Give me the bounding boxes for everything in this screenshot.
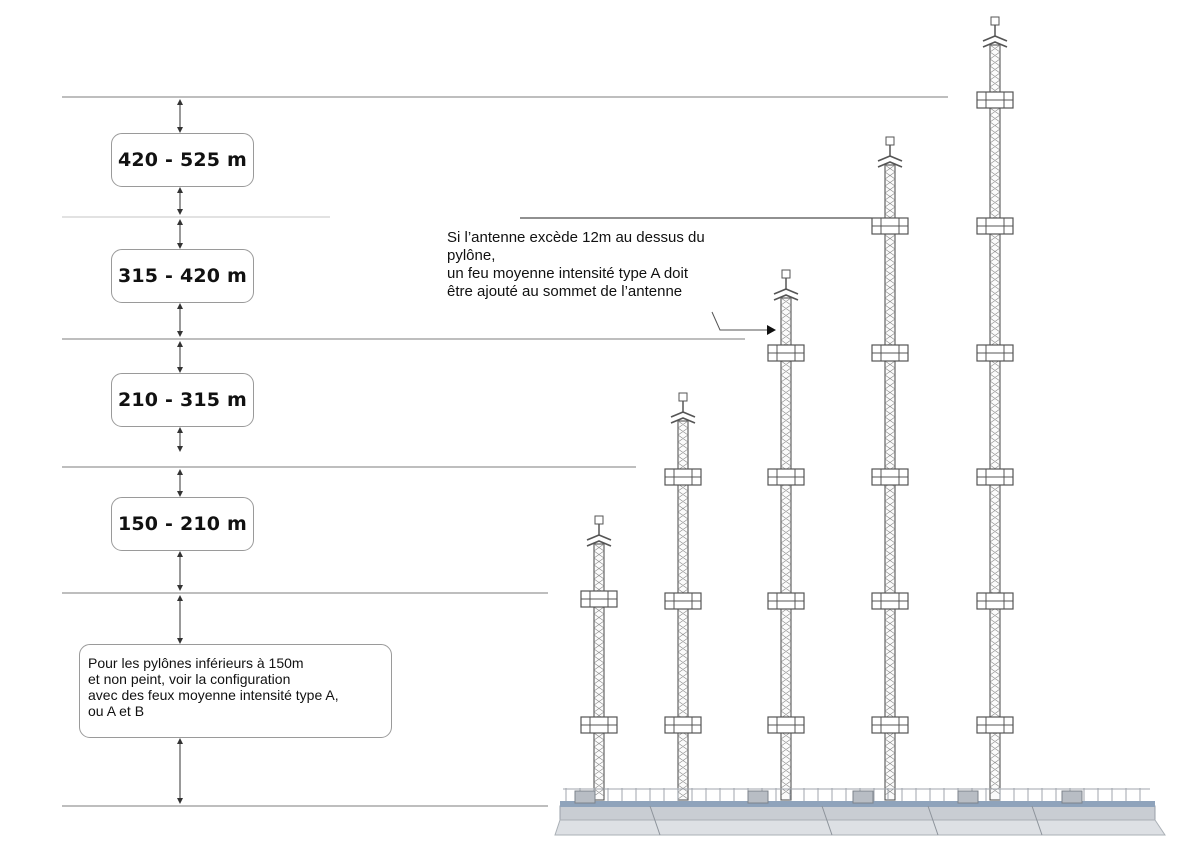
obstruction-light-platform: [977, 92, 1013, 108]
lattice-tower: [581, 516, 617, 800]
arrow-head-up: [177, 187, 183, 193]
obstruction-light-platform: [977, 717, 1013, 733]
arrow-head-up: [177, 469, 183, 475]
antenna-note-line: pylône,: [447, 247, 496, 264]
tower-tip: [679, 393, 687, 401]
low-tower-note-line: ou A et B: [88, 703, 145, 719]
height-range-label-210-315: 210 - 315 m: [111, 373, 254, 427]
low-tower-note-line: Pour les pylônes inférieurs à 150m: [88, 655, 304, 671]
obstruction-light-platform: [581, 591, 617, 607]
obstruction-light-platform: [977, 593, 1013, 609]
obstruction-light-platform: [768, 593, 804, 609]
arrow-head-up: [177, 303, 183, 309]
tower-tip: [782, 270, 790, 278]
height-range-label-420-525: 420 - 525 m: [111, 133, 254, 187]
obstruction-light-platform: [665, 469, 701, 485]
base-slab: [560, 806, 1155, 820]
arrow-head-up: [177, 341, 183, 347]
obstruction-light-platform: [872, 717, 908, 733]
arrow-head-up: [177, 219, 183, 225]
arrow-head-down: [177, 798, 183, 804]
arrow-head-down: [177, 446, 183, 452]
arrow-head-up: [177, 738, 183, 744]
obstruction-light-platform: [581, 717, 617, 733]
equipment-cabinet: [958, 791, 978, 803]
arrow-head-up: [177, 427, 183, 433]
height-range-label-150-210: 150 - 210 m: [111, 497, 254, 551]
antenna-note-line: être ajouté au sommet de l’antenne: [447, 283, 683, 300]
tower-base-platform: [555, 788, 1165, 835]
lattice-tower: [977, 17, 1013, 800]
lattice-tower: [665, 393, 701, 800]
base-footing: [555, 820, 1165, 835]
arrow-head-up: [177, 99, 183, 105]
antenna-note-line: Si l’antenne excède 12m au dessus du: [447, 229, 705, 246]
arrow-head-down: [177, 331, 183, 337]
tower-tip: [886, 137, 894, 145]
antenna-note: [447, 229, 757, 301]
equipment-cabinet: [575, 791, 595, 803]
obstruction-light-platform: [872, 218, 908, 234]
obstruction-light-platform: [872, 469, 908, 485]
antenna-note-line: un feu moyenne intensité type A doit: [447, 265, 689, 282]
equipment-cabinet: [1062, 791, 1082, 803]
height-range-label-315-420: 315 - 420 m: [111, 249, 254, 303]
low-tower-note-line: et non peint, voir la configuration: [88, 671, 291, 687]
low-tower-note: [79, 644, 392, 738]
obstruction-light-platform: [665, 717, 701, 733]
lattice-tower: [768, 270, 804, 800]
antenna-arrow: [712, 312, 776, 335]
obstruction-light-platform: [768, 717, 804, 733]
arrow-head-down: [177, 209, 183, 215]
obstruction-light-platform: [977, 469, 1013, 485]
obstruction-light-platform: [872, 593, 908, 609]
arrow-head-up: [177, 551, 183, 557]
lattice-tower: [872, 137, 908, 800]
obstruction-light-platform: [872, 345, 908, 361]
obstruction-light-platform: [768, 345, 804, 361]
arrow-head-down: [177, 585, 183, 591]
equipment-cabinet: [853, 791, 873, 803]
equipment-cabinet: [748, 791, 768, 803]
obstruction-light-platform: [665, 593, 701, 609]
obstruction-light-platform: [977, 345, 1013, 361]
tower-tip: [595, 516, 603, 524]
towers: [581, 17, 1013, 800]
obstruction-light-platform: [768, 469, 804, 485]
arrow-head-up: [177, 595, 183, 601]
tower-tip: [991, 17, 999, 25]
obstruction-light-platform: [977, 218, 1013, 234]
low-tower-note-line: avec des feux moyenne intensité type A,: [88, 687, 339, 703]
